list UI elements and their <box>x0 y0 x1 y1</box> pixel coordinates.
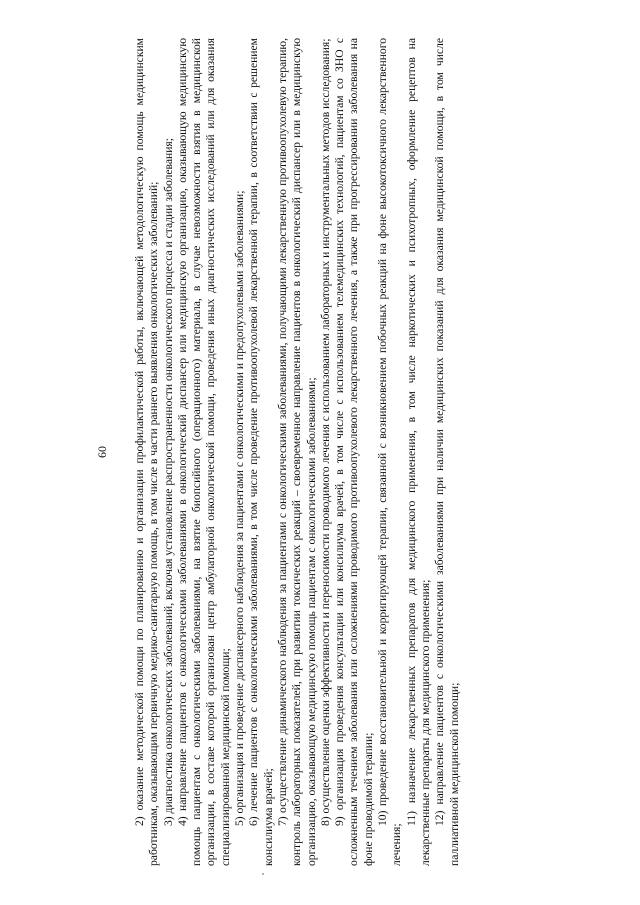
paragraph-item-5: 5) организация и проведение диспансерного наблюдения за пациентами с онкологическими и предопухолевыми заболеваниями; <box>233 190 247 826</box>
paragraph-item-10: 10) проведение восстановительной и корригирующей терапии, связанной с возникновением побочных реакций на фоне высокотоксичного лекарственного лечения; <box>376 38 404 866</box>
paragraph-item-8: 8) осуществление оценки эффективности и переносимости проводимого лечения с использованием лабораторных и инструментальных методов исследования; <box>318 38 332 826</box>
rotated-content <box>95 38 565 866</box>
paragraph-item-12: 12) направление пациентов с онкологическими заболеваниями при наличии медицинских показаний для оказания медицинской помощи, в том числе паллиативной медицинской помощи; <box>433 38 461 866</box>
paragraph-item-6: 6) лечение пациентов с онкологическими заболеваниями, в том числе проведение противоопухолевой лекарственной терапии, в соответствии с решением консилиума врачей; <box>247 38 275 866</box>
paragraph-item-7: 7) осуществление динамического наблюдения за пациентами с онкологическими заболеваниями, получающими лекарственную противоопухолевую терапию, контроль лабораторных показателей, при развитии токсических реакций – своевременное направление пациентов в онкологический диспансер или в медицинскую организацию, оказывающую медицинскую помощь пациентам с онкологическими заболеваниями; <box>275 38 318 866</box>
document-body <box>133 38 462 866</box>
paragraph-item-2: 2) оказание методической помощи по планированию и организации профилактической работы, включающей методологическую помощь медицинским работникам, оказывающим первичную медико-санитарную помощь, в том числе в части раннего выявления онкологических заболеваний; <box>133 38 161 866</box>
paragraph-item-4: 4) направление пациентов с онкологическими заболеваниями в онкологический диспансер или медицинскую организацию, оказывающую медицинскую помощь пациентам с онкологическими заболеваниями, на взятие биопсийного (операционного) материала, в случае невозможности взятия в медицинской организации, в составе которой организован центр амбулаторной онкологической помощи, проведения иных диагностических исследований или для оказания специализированной медицинской помощи; <box>175 38 232 866</box>
paragraph-item-3: 3) диагностика онкологических заболеваний, включая установление распространенности онкологического процесса и стадии заболевания; <box>161 138 175 826</box>
paragraph-item-11: 11) назначение лекарственных препаратов для медицинского применения, в том числе наркотических и психотропных, оформление рецептов на лекарственные препараты для медицинского применения; <box>404 38 432 866</box>
scan-speck <box>262 873 264 875</box>
paragraph-item-9: 9) организация проведения консультации или консилиума врачей, в том числе с использованием телемедицинских технологий, пациентам со ЗНО с осложненным течением заболевания или осложнениями проводимого противоопухолевого лекарственного лечения, а также при прогрессировании заболевания на фоне проводимой терапии; <box>333 38 375 866</box>
page-number: 60 <box>95 446 109 458</box>
